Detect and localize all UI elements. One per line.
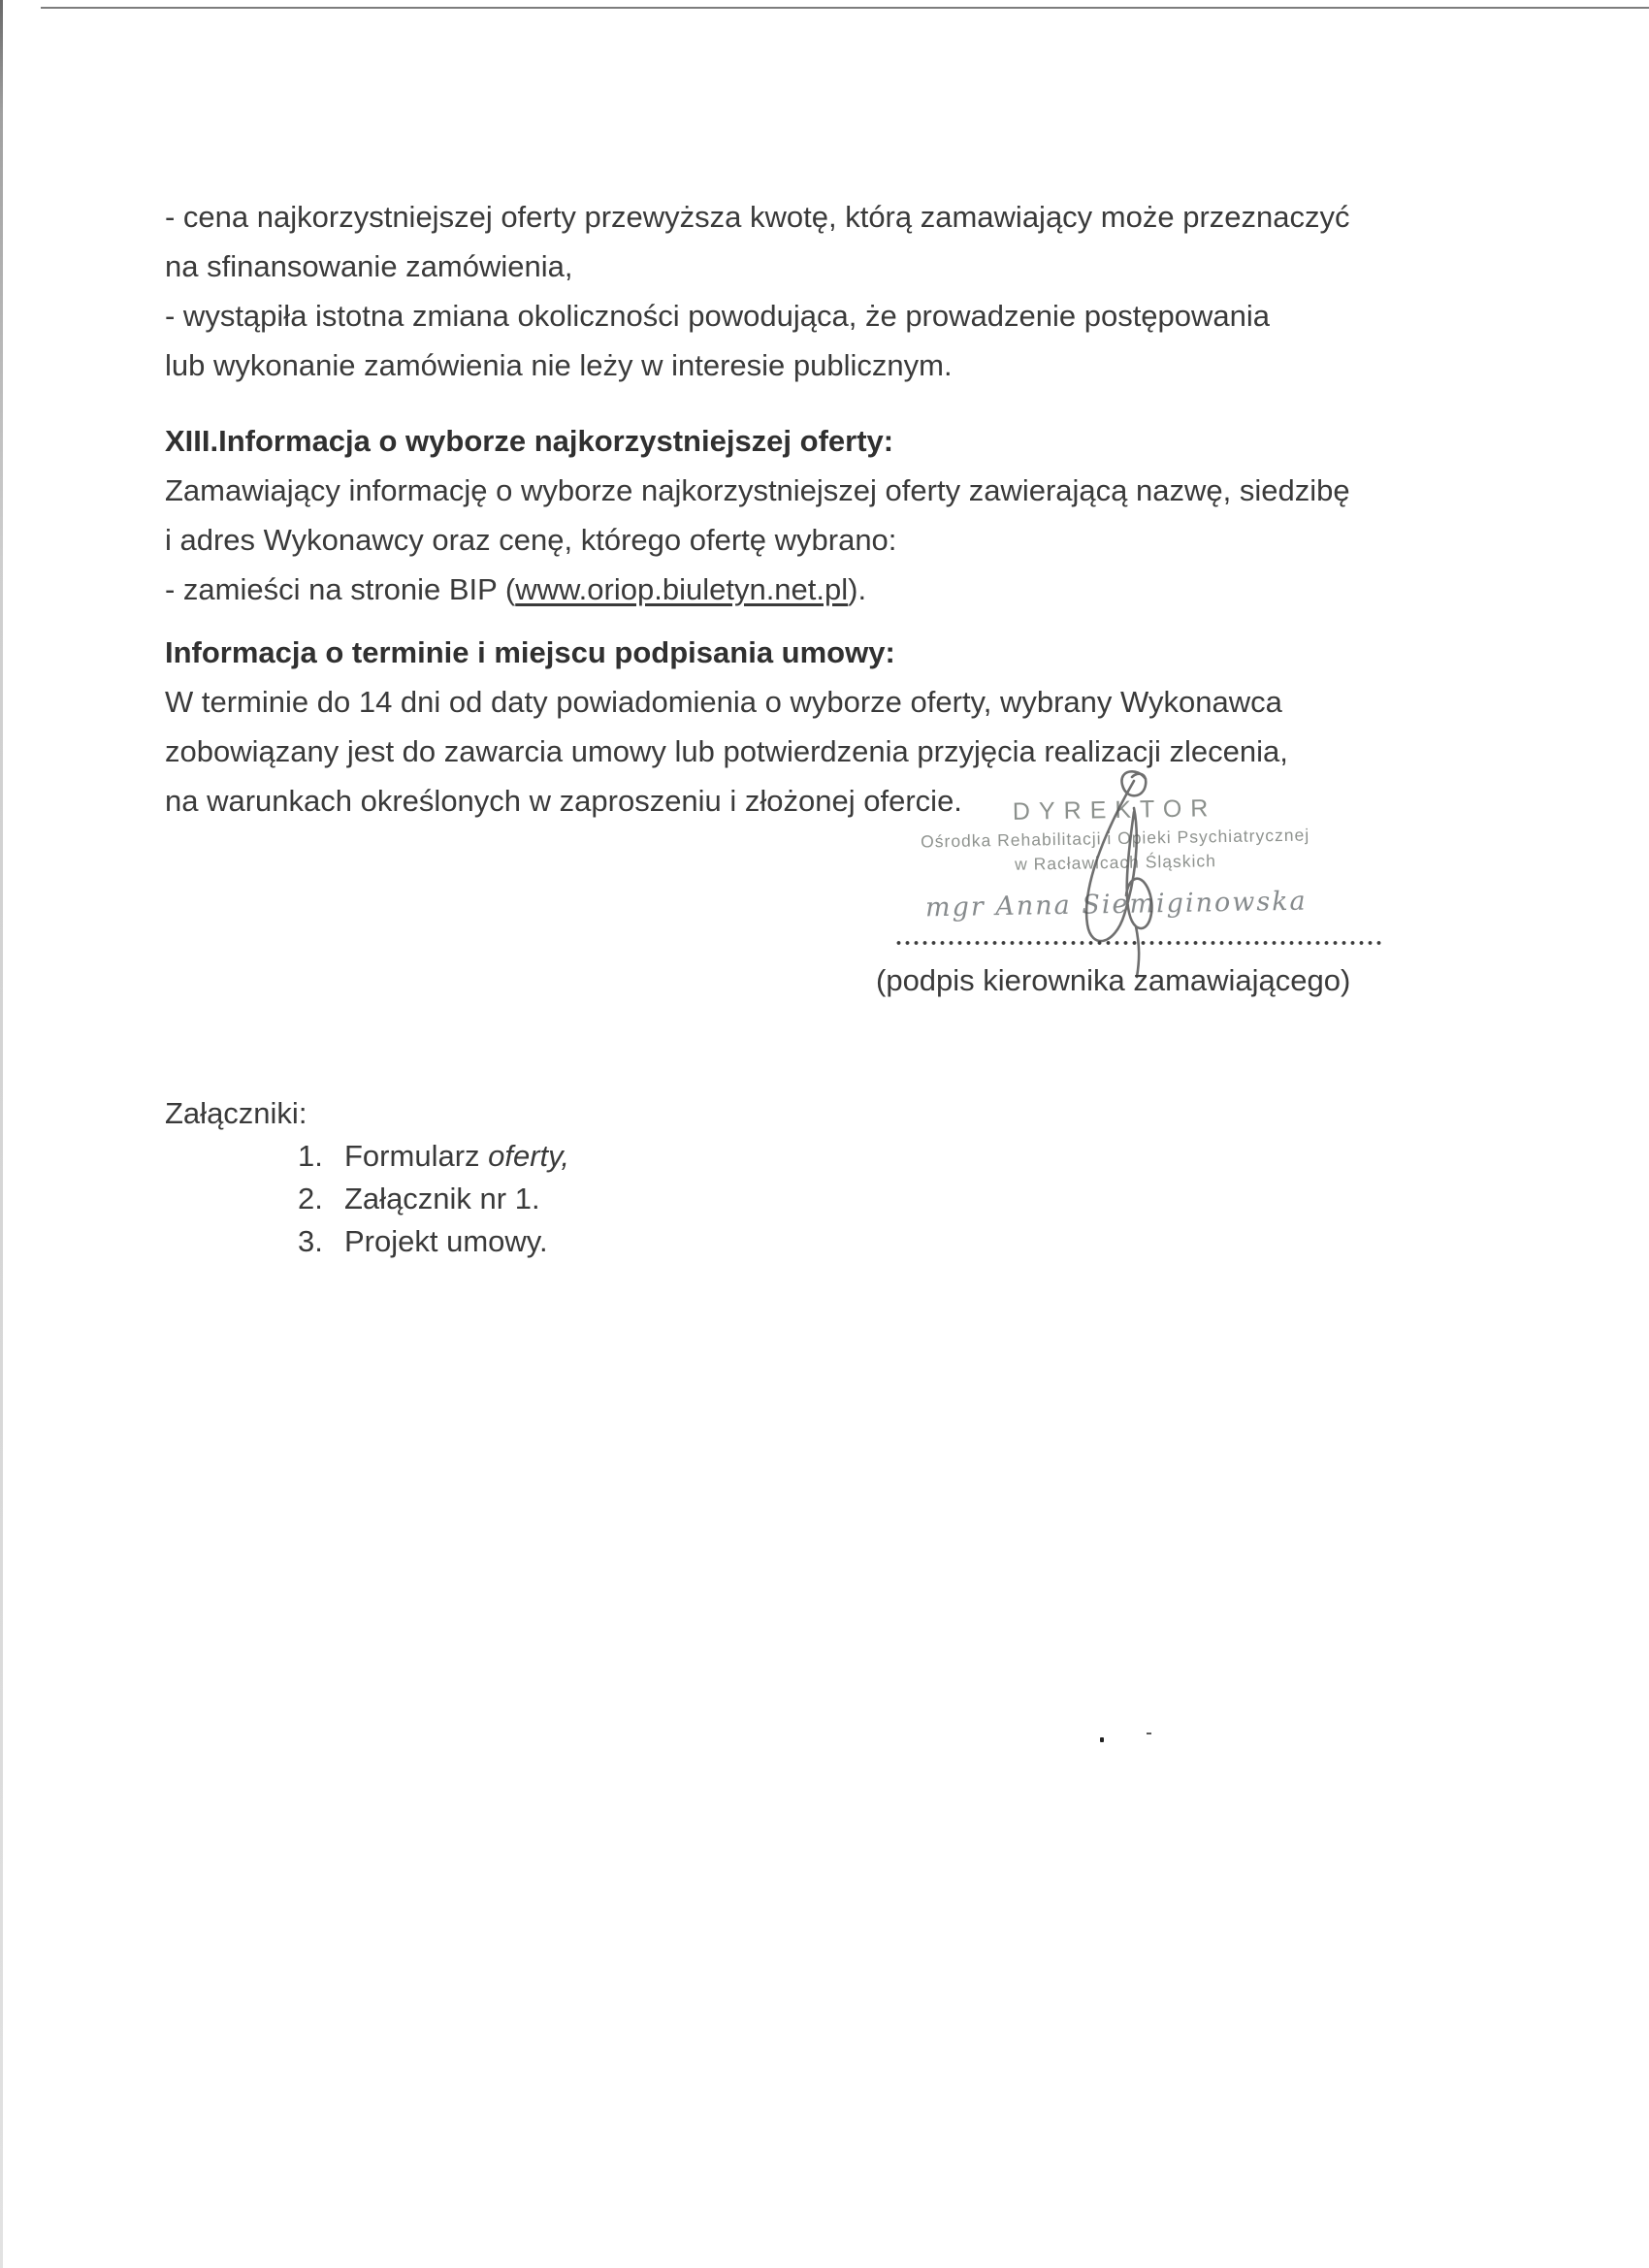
paragraph-cancellation-reasons (165, 192, 1350, 390)
signing-info-heading: Informacja o terminie i miejscu podpisania umowy: (165, 635, 895, 669)
attachments-heading: Załączniki: (165, 1096, 307, 1130)
text-line: Zamawiający informację o wyborze najkorzystniejszej oferty zawierającą nazwę, siedzibę (165, 473, 1350, 507)
list-item-text: Projekt umowy. (344, 1224, 548, 1258)
attachment-list-item (298, 1224, 548, 1259)
text-line: na sfinansowanie zamówienia, (165, 249, 573, 283)
signature-dotted-line (894, 940, 1385, 946)
text-line: lub wykonanie zamówienia nie leży w interesie publicznym. (165, 348, 953, 382)
text-line: zobowiązany jest do zawarcia umowy lub potwierdzenia przyjęcia realizacji zlecenia, (165, 734, 1288, 768)
scan-artifact-speck (1147, 1733, 1151, 1734)
attachment-list-item (298, 1139, 569, 1174)
bip-url-link: www.oriop.biuletyn.net.pl (515, 572, 849, 606)
handwritten-signature-scribble (1062, 769, 1179, 983)
attachment-list-item (298, 1182, 540, 1216)
list-item-text: Załącznik nr 1. (344, 1182, 540, 1215)
text-line: W terminie do 14 dni od daty powiadomienia o wyborze oferty, wybrany Wykonawca (165, 685, 1282, 719)
text-segment: - zamieści na stronie BIP ( (165, 572, 516, 606)
stamp-title: DYREKTOR (1012, 794, 1217, 826)
text-line: - wystąpiła istotna zmiana okoliczności powodująca, że prowadzenie postępowania (165, 299, 1271, 333)
scan-artifact-top-line (41, 7, 1649, 9)
signature-caption: (podpis kierownika zamawiającego) (876, 963, 1351, 997)
scan-artifact-left-edge (0, 0, 3, 2268)
text-segment: ). (848, 572, 867, 606)
stamp-organization-line2: w Racławicach Śląskich (1015, 851, 1217, 874)
list-item-number: 2. (298, 1182, 323, 1215)
text-line: - cena najkorzystniejszej oferty przewyższa kwotę, którą zamawiający może przeznaczyć (165, 200, 1350, 234)
list-item-text-italic: oferty, (488, 1139, 569, 1173)
section-xiii-heading: XIII.Informacja o wyborze najkorzystniejszej oferty: (165, 424, 894, 458)
stamp-director-name: mgr Anna Siemiginowska (924, 886, 1308, 923)
stamp-organization-line1: Ośrodka Rehabilitacji i Opieki Psychiatrycznej (920, 825, 1310, 852)
list-item-number: 3. (298, 1224, 323, 1258)
text-line: na warunkach określonych w zaproszeniu i złożonej ofercie. (165, 784, 962, 818)
text-line: i adres Wykonawcy oraz cenę, którego ofertę wybrano: (165, 523, 897, 557)
list-item-text: Formularz (344, 1139, 489, 1173)
scan-artifact-speck (1100, 1737, 1104, 1742)
section-xiii-body (165, 466, 1350, 614)
list-item-number: 1. (298, 1139, 323, 1173)
text-line (165, 565, 1350, 614)
